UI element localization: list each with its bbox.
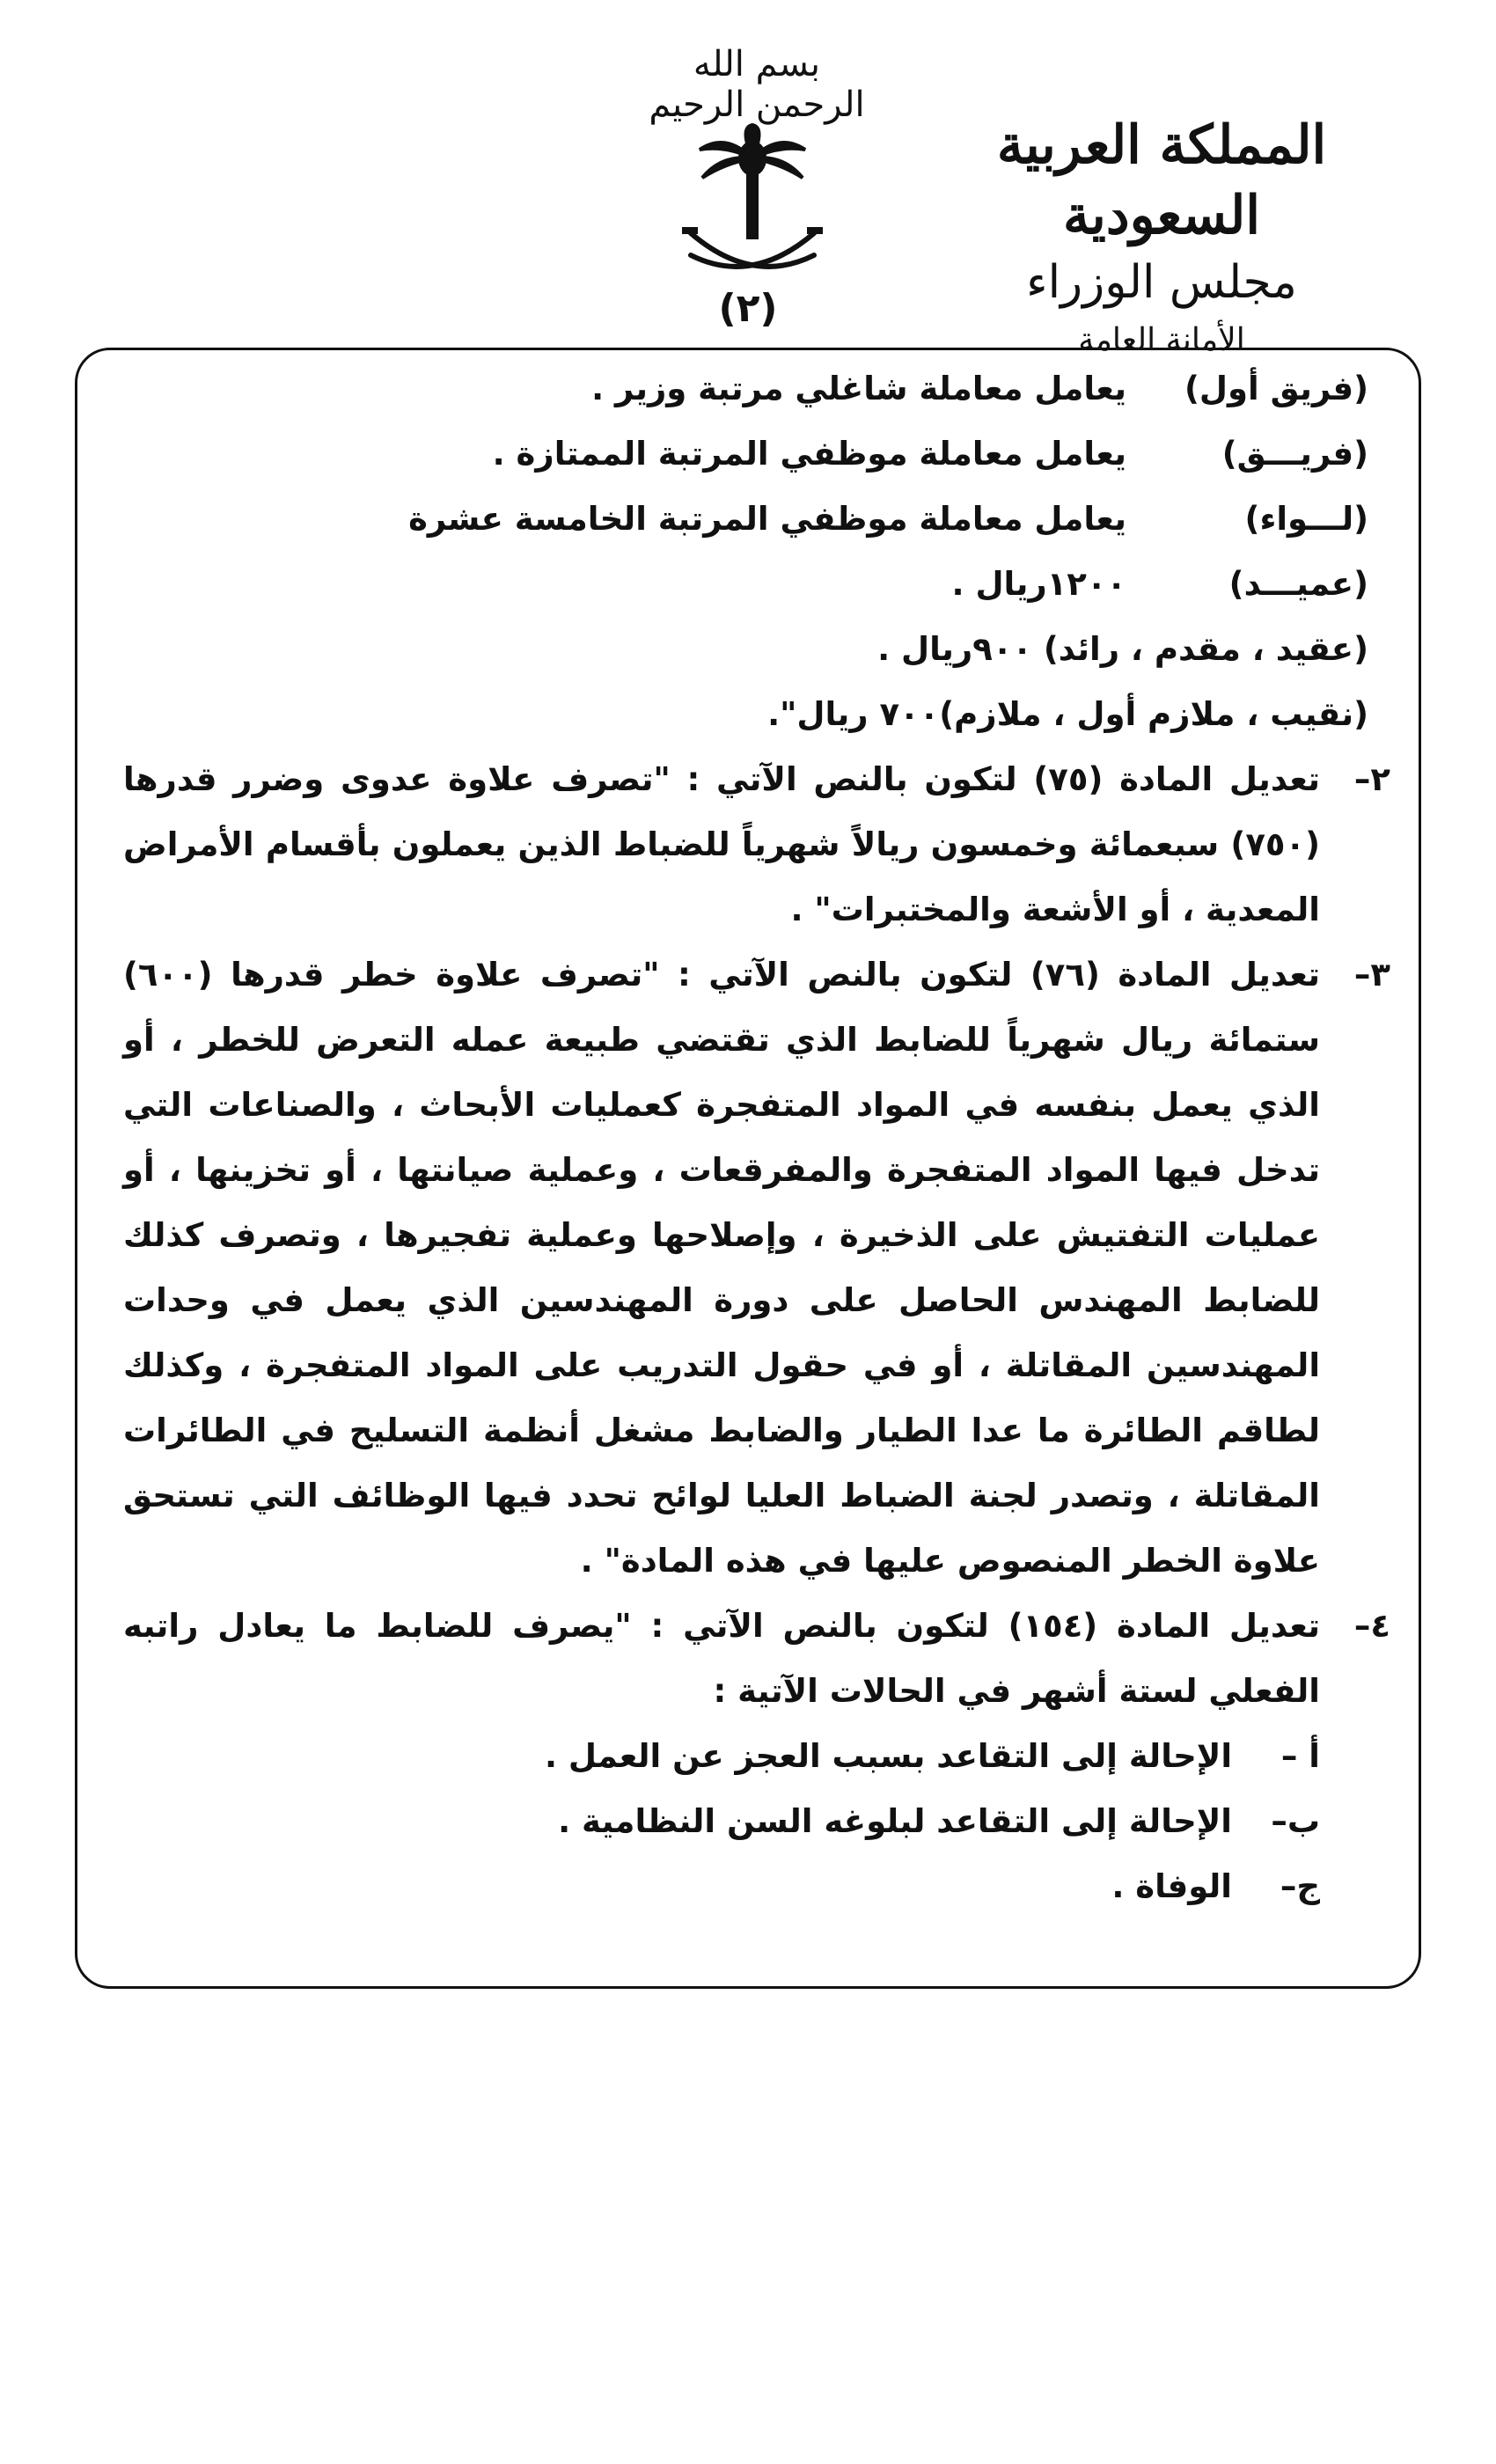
rank-treatment: يعامل معاملة موظفي المرتبة الخامسة عشرة (408, 500, 1126, 538)
rank-label: (عميـــد) (1228, 565, 1368, 603)
basmala: بسم الله الرحمن الرحيم (649, 44, 865, 125)
rank-group-row: (عقيد ، مقدم ، رائد) ٩٠٠ريال . (877, 630, 1368, 668)
case-item (123, 1854, 1390, 1919)
case-text: الإحالة إلى التقاعد لبلوغه السن النظامية . (558, 1802, 1232, 1840)
rank-allowance: ١٢٠٠ريال . (951, 565, 1126, 603)
kingdom-name: المملكة العربية السعودية (996, 114, 1327, 246)
secretariat-name: الأمانة العامة (1078, 322, 1245, 358)
rank-label: (فريق أول) (1184, 370, 1368, 407)
rank-treatment: يعامل معاملة موظفي المرتبة الممتازة . (492, 435, 1126, 473)
document-body (123, 356, 1390, 1919)
saudi-emblem-palm-swords-icon (678, 123, 827, 299)
amendment-text: تعديل المادة (٧٥) لتكون بالنص الآتي : "تصرف علاوة عدوى وضرر قدرها (٧٥٠) سبعمائة وخمسون ريالاً شهرياً للضباط الذين يعملون بأقسام الأمراض المعدية ، أو الأشعة والمختبرات" . (123, 760, 1320, 928)
rank-label: (لـــواء) (1244, 500, 1368, 538)
rank-group-row: (نقيب ، ملازم أول ، ملازم)٧٠٠ ريال". (767, 695, 1368, 733)
amendment-text: تعديل المادة (٧٦) لتكون بالنص الآتي : "تصرف علاوة خطر قدرها (٦٠٠) ستمائة ريال شهرياً للضابط الذي تقتضي طبيعة عمله التعرض للخطر ، أو الذي يعمل بنفسه في المواد المتفجرة كعمليات الأبحاث ، والصناعات التي تدخل فيها المواد المتفجرة والمفرقعات ، وعملية صيانتها ، أو تخزينها ، أو عمليات التفتيش على الذخيرة ، وإصلاحها وعملية تفجيرها ، وتصرف كذلك للضابط المهندس الحاصل على دورة المهندسين الذي يعمل في وحدات المهندسين المقاتلة ، أو في حقول التدريب على المواد المتفجرة ، وكذلك لطاقم الطائرة ما عدا الطيار والضابط مشغل أنظمة التسليح في الطائرات المقاتلة ، وتصدر لجنة الضباط العليا لوائح تحدد فيها الوظائف التي تستحق علاوة الخطر المنصوص عليها في هذه المادة" . (123, 956, 1320, 1580)
case-letter: أ – (1280, 1737, 1320, 1775)
amendment-number: ٢– (1353, 760, 1390, 798)
amendment-text: تعديل المادة (١٥٤) لتكون بالنص الآتي : "يصرف للضابط ما يعادل راتبه الفعلي لستة أشهر في الحالات الآتية : (123, 1607, 1320, 1710)
rank-label: (فريـــق) (1221, 435, 1368, 473)
case-text: الإحالة إلى التقاعد بسبب العجز عن العمل . (544, 1737, 1232, 1775)
case-letter: ب– (1271, 1802, 1320, 1840)
case-letter: ج– (1280, 1867, 1320, 1905)
rank-treatment: يعامل معاملة شاغلي مرتبة وزير . (591, 370, 1126, 407)
rank-row (123, 422, 1390, 487)
amendment-number: ٤– (1353, 1607, 1390, 1645)
issuer-header (915, 110, 1408, 367)
rank-row (123, 356, 1390, 422)
council-name: مجلس الوزراء (1026, 256, 1297, 309)
case-item (123, 1724, 1390, 1789)
amendment-item (123, 747, 1390, 942)
rank-row (123, 552, 1390, 617)
amendment-number: ٣– (1353, 956, 1390, 994)
amendment-item (123, 942, 1390, 1594)
page-number: (٢) (718, 286, 778, 331)
case-text: الوفاة . (1111, 1867, 1232, 1905)
amendment-item (123, 1594, 1390, 1724)
rank-row (123, 487, 1390, 552)
case-item (123, 1789, 1390, 1854)
